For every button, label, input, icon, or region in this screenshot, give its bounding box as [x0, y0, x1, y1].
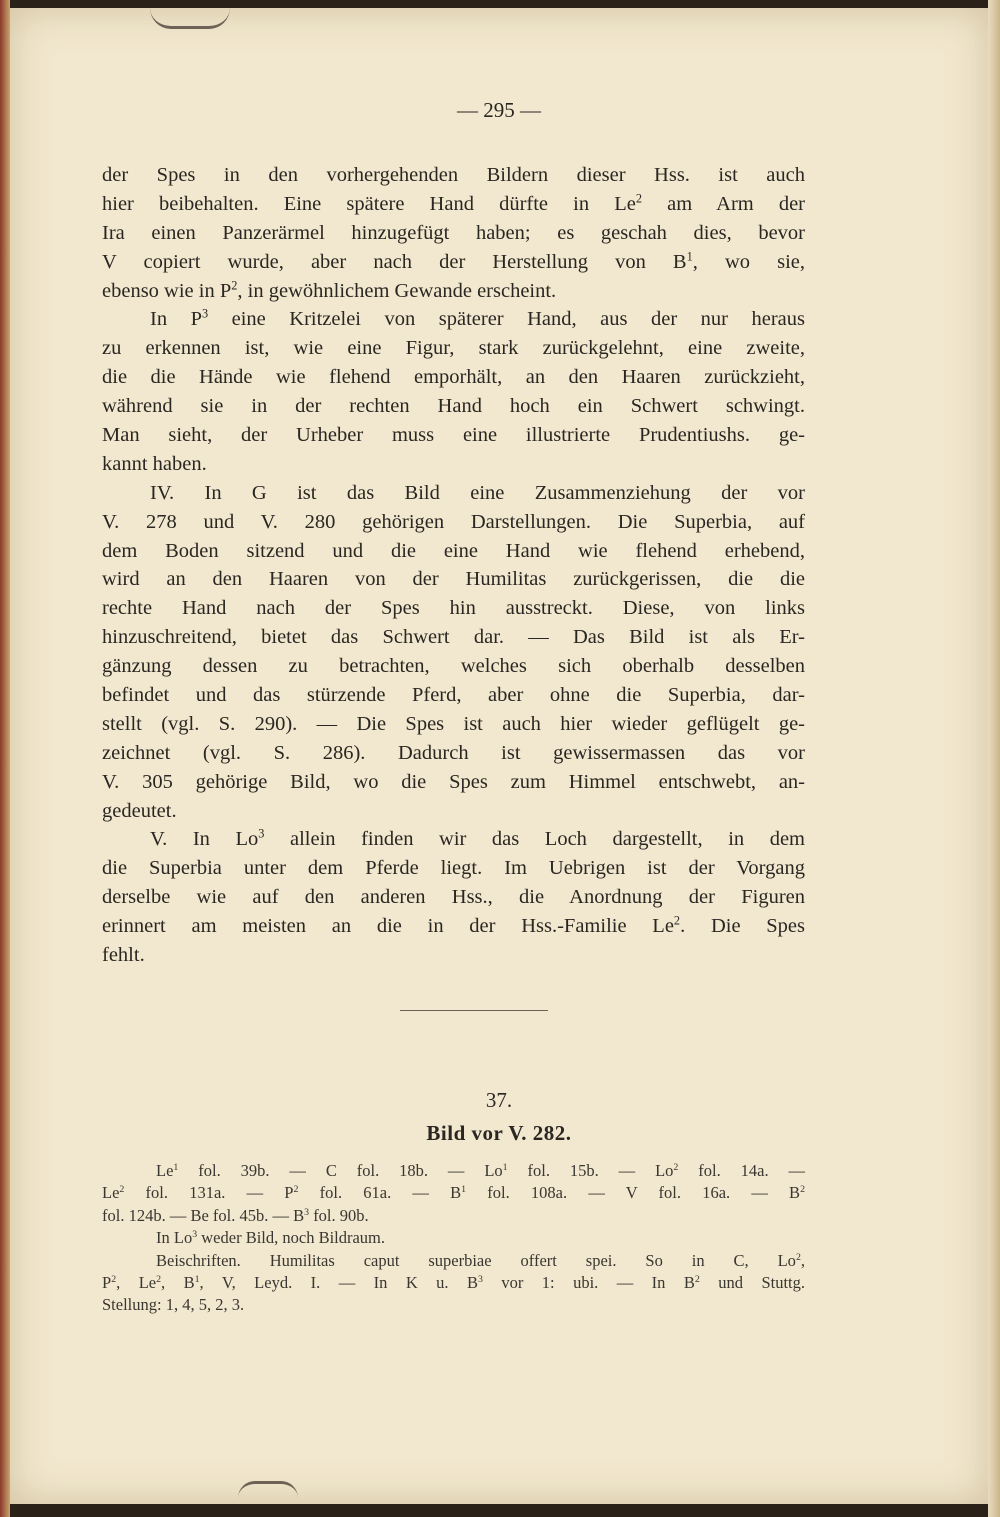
text-line: gedeutet. [102, 799, 177, 822]
text-line: ebenso wie in $P^2$, in gewöhnlichem Gewande erscheint. [102, 278, 557, 302]
text-line: IV. In G ist das Bild eine Zusammenziehung der vor [150, 481, 805, 504]
text-line: die die Hände wie flehend emporhält, an den Haaren zurückzieht, [102, 366, 805, 389]
book-page [10, 8, 988, 1504]
apparatus-line: $P^2$, Le$^2$, $B^1$, V, Leyd. I. — In K u. $B^3$ vor 1: ubi. — In $B^2$ und Stuttg. [102, 1272, 805, 1292]
apparatus-line: In Lo$^3$ weder Bild, noch Bildraum. [156, 1228, 386, 1248]
apparatus-line: Le$^2$ fol. 131a. — $P^2$ fol. 61a. — $B^1$ fol. 108a. — V fol. 16a. — $B^2$ [102, 1183, 805, 1203]
text-line: stellt (vgl. S. 290). — Die Spes ist auch hier wieder geflügelt ge- [102, 712, 805, 735]
text-line: fehlt. [102, 944, 145, 967]
text-line: V. 305 gehörige Bild, wo die Spes zum Himmel entschwebt, an- [102, 770, 805, 793]
text-line: die Superbia unter dem Pferde liegt. Im Uebrigen ist der Vorgang [102, 857, 805, 880]
text-line: wird an den Haaren von der Humilitas zurückgerissen, die die [102, 568, 805, 591]
apparatus-line: Beischriften. Humilitas caput superbiae offert spei. So in C, Lo$^2$, [156, 1250, 805, 1270]
section-title: Bild vor V. 282. [426, 1121, 572, 1145]
page-number: — 295 — [457, 98, 541, 122]
text-line: V copiert wurde, aber nach der Herstellung von $B^1$, wo sie, [102, 249, 806, 273]
text-line: zu erkennen ist, wie eine Figur, stark zurückgelehnt, eine zweite, [102, 337, 805, 360]
text-line: zeichnet (vgl. S. 286). Dadurch ist gewissermassen das vor [102, 741, 805, 764]
text-line: Ira einen Panzerärmel hinzugefügt haben; es geschah dies, bevor [102, 221, 805, 244]
text-line: befindet und das stürzende Pferd, aber ohne die Superbia, dar- [102, 684, 805, 707]
text-line: rechte Hand nach der Spes hin ausstreckt. Diese, von links [102, 597, 805, 620]
text-line: kannt haben. [102, 452, 207, 475]
text-line: erinnert am meisten an die in der Hss.-Familie Le$^2$. Die Spes [102, 913, 806, 938]
text-line: In $P^3$ eine Kritzelei von späterer Hand, aus der nur heraus [150, 307, 805, 331]
binding-strap-bottom [238, 1481, 298, 1498]
text-line: derselbe wie auf den anderen Hss., die Anordnung der Figuren [102, 886, 805, 909]
text-line: dem Boden sitzend und die eine Hand wie flehend erhebend, [102, 539, 805, 562]
text-line: V. In Lo$^3$ allein finden wir das Loch dargestellt, in dem [150, 827, 805, 851]
manuscript-apparatus [102, 1160, 805, 1317]
binding-strap-top [150, 8, 230, 29]
text-line: Man sieht, der Urheber muss eine illustrierte Prudentiushs. ge- [102, 424, 805, 447]
text-line: hinzuschreitend, bietet das Schwert dar. — Das Bild ist als Er- [102, 626, 805, 649]
text-line: gänzung dessen zu betrachten, welches sich oberhalb desselben [102, 655, 805, 678]
text-line: der Spes in den vorhergehenden Bildern dieser Hss. ist auch [102, 164, 805, 186]
text-line: während sie in der rechten Hand hoch ein Schwert schwingt. [102, 395, 805, 418]
book-binding-left [0, 0, 10, 1517]
apparatus-line: fol. 124b. — Be fol. 45b. — $B^3$ fol. 90b. [102, 1205, 369, 1225]
text-line: hier beibehalten. Eine spätere Hand dürfte in Le$^2$ am Arm der [102, 191, 806, 215]
text-line: V. 278 und V. 280 gehörigen Darstellungen. Die Superbia, auf [102, 510, 805, 533]
apparatus-line: Stellung: 1, 4, 5, 2, 3. [102, 1295, 245, 1315]
page-edge-right [988, 0, 1000, 1517]
section-number: 37. [485, 1088, 513, 1112]
apparatus-line: Le$^1$ fol. 39b. — C fol. 18b. — Lo$^1$ fol. 15b. — Lo$^2$ fol. 14a. — [156, 1161, 805, 1180]
section-divider [400, 1010, 548, 1011]
body-text [102, 161, 805, 970]
